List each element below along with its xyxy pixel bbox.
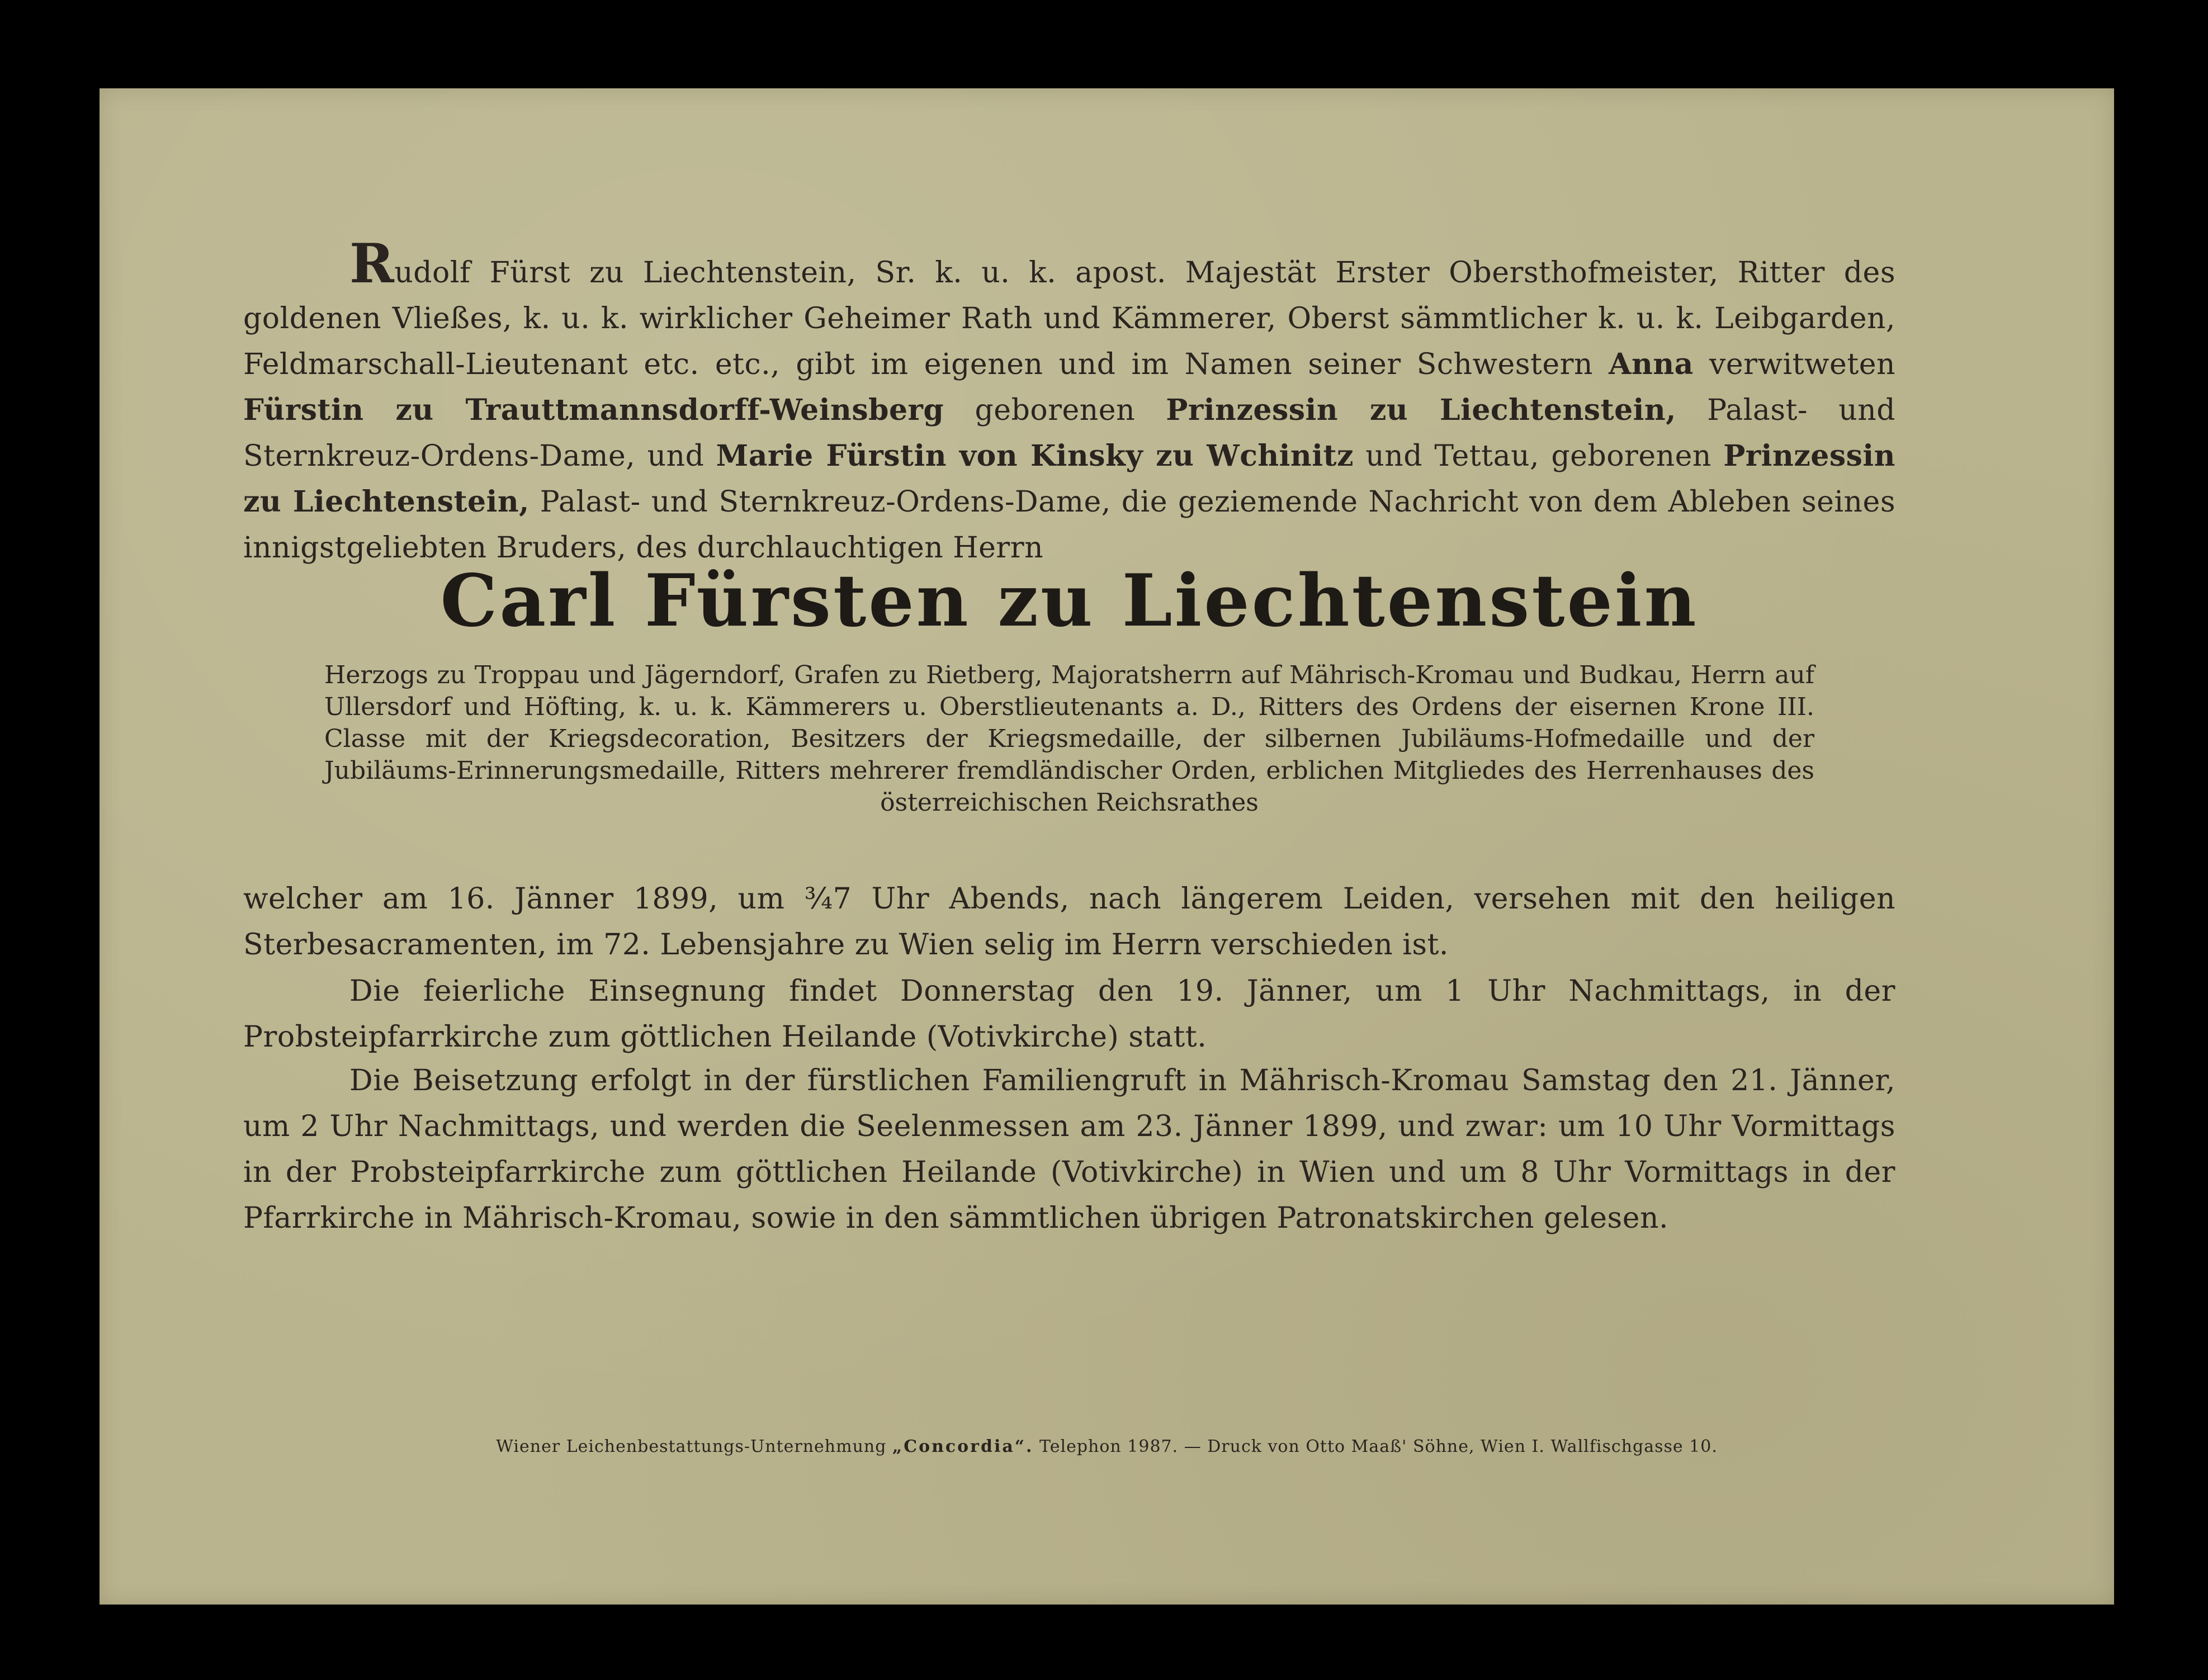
intro-text-2: verwitweten: [1693, 348, 1895, 381]
announcement-paragraph: [243, 232, 1896, 571]
intro-text-6: Palast- und Sternkreuz-Ordens-Dame, die geziemende Nachricht von dem Ableben seines innigstgeliebten Bruders, des durchlauchtigen Herrn: [243, 485, 1896, 565]
intro-text-5: und Tettau, geborenen: [1354, 439, 1724, 473]
princess-title-2: Prinzessin zu Liechtenstein,: [243, 439, 1895, 519]
intro-text-3: geborenen: [944, 394, 1166, 427]
deceased-name-heading: Carl Fürsten zu Liechtenstein: [440, 559, 1699, 643]
sister-marie-title: Marie Fürstin von Kinsky zu Wchinitz: [716, 439, 1354, 473]
footer-left-text: Wiener Leichenbestattungs-Unternehmung: [496, 1437, 892, 1456]
drop-initial: R: [349, 232, 395, 295]
burial-paragraph: Die Beisetzung erfolgt in der fürstlichen Familiengruft in Mährisch-Kromau Samstag den 21. Jänner, um 2 Uhr Nachmittags, und werden die Seelenmessen am 23. Jänner 1899, und zwar: um 10 Uhr Vormittags in der Probsteipfarrkirche zum göttlichen Heilande (Votivkirche) in Wien und um 8 Uhr Vormittags in der Pfarrkirche in Mährisch-Kromau, sowie in den sämmtlichen übrigen Patronatskirchen gelesen.: [243, 1064, 1895, 1235]
footer-right-text: Telephon 1987. — Druck von Otto Maaß' Söhne, Wien I. Wallfischgasse 10.: [1033, 1437, 1718, 1456]
sister-anna-name: Anna: [1609, 347, 1694, 381]
printer-footer: [100, 1437, 2114, 1456]
intro-text-4: Palast- und Sternkreuz-Ordens-Dame, und: [243, 394, 1895, 473]
sister-anna-title: Fürstin zu Trauttmannsdorff-Weinsberg: [243, 393, 944, 427]
princess-title-1: Prinzessin zu Liechtenstein,: [1166, 393, 1676, 427]
intro-text-1: udolf Fürst zu Liechtenstein, Sr. k. u. k. apost. Majestät Erster Obersthofmeister, Ritter des goldenen Vließes, k. u. k. wirklicher Geheimer Rath und Kämmerer, Oberst sämmtlicher k. u. k. Leibgarden, Feldmarschall-Lieutenant etc. etc., gibt im eigenen und im Namen seiner Schwestern: [243, 256, 1895, 381]
deceased-titles: Herzogs zu Troppau und Jägerndorf, Grafen zu Rietberg, Majoratsherrn auf Mährisch-Kromau und Budkau, Herrn auf Ullersdorf und Höfting, k. u. k. Kämmerers u. Oberstlieutenants a. D., Ritters des Ordens der eisernen Krone III. Classe mit der Kriegsdecoration, Besitzers der Kriegsmedaille, der silbernen Jubiläums-Hofmedaille und der Jubiläums-Erinnerungsmedaille, Ritters mehrerer fremdländischer Orden, erblichen Mitgliedes des Herrenhauses des österreichischen Reichsrathes: [324, 661, 1814, 817]
footer-company-name: „Concordia“.: [892, 1437, 1034, 1456]
death-notice-paragraph: welcher am 16. Jänner 1899, um ¾7 Uhr Abends, nach längerem Leiden, versehen mit den heiligen Sterbesacramenten, im 72. Lebensjahre zu Wien selig im Herrn verschieden ist.: [243, 882, 1895, 962]
blessing-paragraph: Die feierliche Einsegnung findet Donnerstag den 19. Jänner, um 1 Uhr Nachmittags, in der Probsteipfarrkirche zum göttlichen Heilande (Votivkirche) statt.: [243, 974, 1895, 1054]
